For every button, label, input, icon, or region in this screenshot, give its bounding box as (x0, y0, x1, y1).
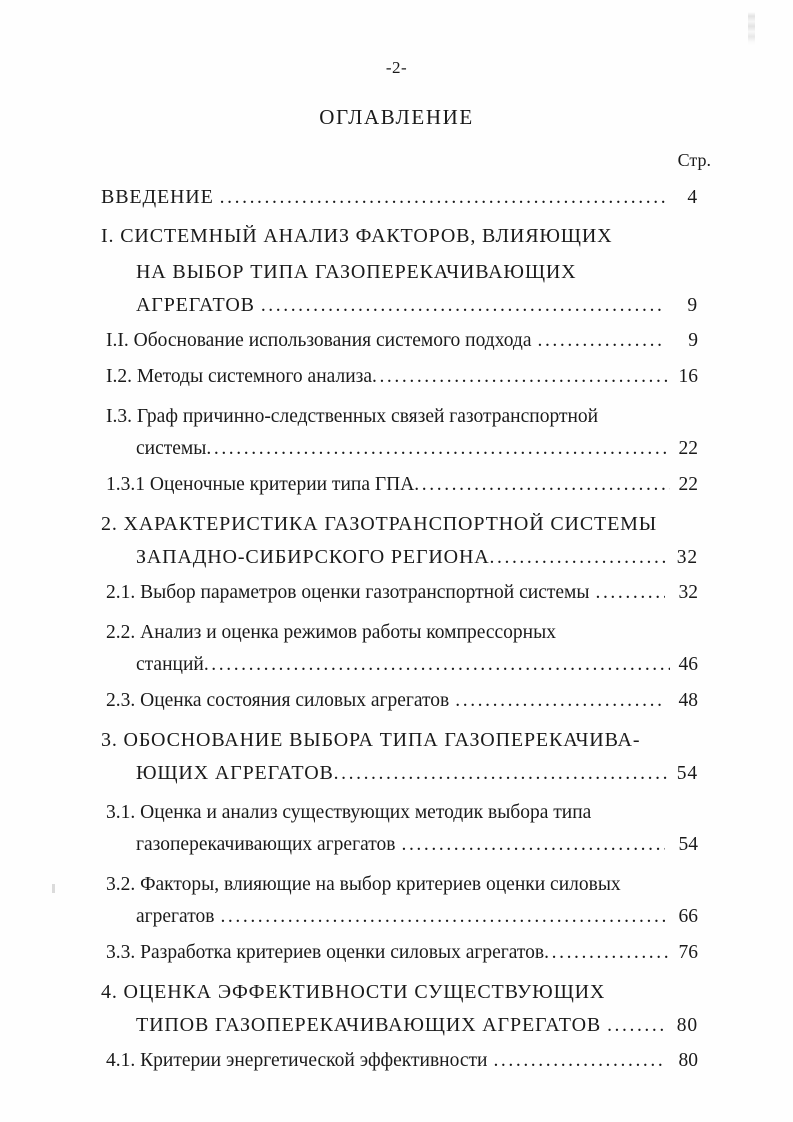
toc-entry[interactable] (98, 618, 698, 654)
toc-dot-leader (531, 331, 665, 351)
toc-entry-label: I.I. Обоснование использования системого подхода (106, 330, 532, 351)
toc-entry-page-number: 32 (676, 547, 698, 568)
toc-entry-label: 2. ХАРАКТЕРИСТИКА ГАЗОТРАНСПОРТНОЙ СИСТЕМЫ (101, 513, 658, 535)
toc-entry[interactable] (98, 258, 698, 294)
toc-entry-label: 3. ОБОСНОВАНИЕ ВЫБОРА ТИПА ГАЗОПЕРЕКАЧИВА- (101, 729, 641, 751)
column-header-pages: Стр. (677, 150, 711, 170)
toc-entry[interactable] (98, 582, 698, 618)
toc-entry[interactable] (98, 726, 698, 762)
toc-dot-leader (612, 222, 670, 242)
toc-entry-page-number: 66 (678, 906, 698, 927)
toc-entry[interactable] (98, 474, 698, 510)
toc-entry[interactable] (98, 546, 698, 582)
toc-entry-page-number: 9 (687, 295, 698, 316)
toc-entry-label: системы (136, 438, 207, 459)
toc-entry-label: 1.3.1 Оценочные критерии типа ГПА (106, 474, 415, 495)
toc-entry-page-number: 76 (678, 942, 698, 963)
toc-entry-label: ТИПОВ ГАЗОПЕРЕКАЧИВАЮЩИХ АГРЕГАТОВ (136, 1014, 602, 1036)
toc-dot-leader (487, 1051, 665, 1071)
toc-entry[interactable] (98, 510, 698, 546)
toc-dot-leader (490, 548, 670, 568)
toc-entry[interactable] (98, 330, 698, 366)
toc-entry[interactable] (98, 186, 698, 222)
toc-entry-label: агрегатов (136, 906, 215, 927)
toc-dot-leader (206, 439, 670, 459)
toc-entry-label: I.2. Методы системного анализа (106, 366, 372, 387)
toc-entry-label: I.3. Граф причинно-следственных связей газотранспортной (106, 405, 599, 427)
toc-entry[interactable] (98, 294, 698, 330)
scan-artifact-top-right (748, 12, 755, 46)
toc-entry-page-number: 22 (678, 474, 698, 495)
toc-entry[interactable] (98, 798, 698, 834)
toc-entry-page-number: 32 (678, 582, 698, 603)
toc-entry[interactable] (98, 942, 698, 978)
toc-dot-leader (214, 188, 665, 208)
toc-entry[interactable] (98, 654, 698, 690)
toc-entry-label: газоперекачивающих агрегатов (136, 834, 396, 855)
toc-entry-label: 4.1. Критерии энергетической эффективности (106, 1050, 488, 1071)
toc-dot-leader (449, 691, 665, 711)
toc-entry-label: 2.1. Выбор параметров оценки газотранспортной системы (106, 582, 590, 603)
page-folio-number: -2- (385, 58, 408, 77)
toc-entry-page-number: 80 (676, 1015, 698, 1036)
toc-entry-label: 3.1. Оценка и анализ существующих методик выбора типа (106, 801, 592, 823)
toc-entry[interactable] (98, 834, 698, 870)
toc-dot-leader (334, 764, 670, 784)
toc-entry-page-number: 9 (688, 330, 698, 351)
toc-dot-leader (414, 475, 670, 495)
toc-entry[interactable] (98, 366, 698, 402)
table-of-contents (98, 186, 698, 1086)
toc-entry-page-number: 80 (678, 1050, 698, 1071)
toc-entry-label: ЗАПАДНО-СИБИРСКОГО РЕГИОНА (136, 546, 490, 568)
toc-entry[interactable] (98, 906, 698, 942)
toc-entry[interactable] (98, 438, 698, 474)
toc-dot-leader (204, 655, 670, 675)
toc-dot-leader (395, 835, 665, 855)
toc-entry-page-number: 16 (678, 366, 698, 387)
toc-entry-page-number: 22 (678, 438, 698, 459)
toc-entry-page-number: 48 (678, 690, 698, 711)
scan-artifact-left-margin (52, 884, 55, 893)
toc-dot-leader (601, 1016, 665, 1036)
toc-entry[interactable] (98, 870, 698, 906)
toc-dot-leader (591, 798, 670, 818)
toc-entry-label: станций (136, 654, 204, 675)
toc-dot-leader (589, 583, 665, 603)
toc-dot-leader (255, 296, 665, 316)
toc-entry-label: I. СИСТЕМНЫЙ АНАЛИЗ ФАКТОРОВ, ВЛИЯЮЩИХ (101, 225, 613, 247)
toc-dot-leader (544, 943, 670, 963)
toc-entry[interactable] (98, 402, 698, 438)
toc-entry[interactable] (98, 762, 698, 798)
toc-entry-label: НА ВЫБОР ТИПА ГАЗОПЕРЕКАЧИВАЮЩИХ (136, 261, 577, 283)
toc-dot-leader (556, 618, 670, 638)
toc-entry-page-number: 54 (678, 834, 698, 855)
page-title: ОГЛАВЛЕНИЕ (319, 105, 474, 129)
toc-entry[interactable] (98, 690, 698, 726)
toc-dot-leader (640, 726, 670, 746)
toc-entry-label: 2.2. Анализ и оценка режимов работы компрессорных (106, 621, 556, 643)
toc-entry-label: 2.3. Оценка состояния силовых агрегатов (106, 690, 450, 711)
toc-entry-page-number: 54 (676, 763, 698, 784)
toc-entry-label: АГРЕГАТОВ (136, 294, 255, 316)
toc-dot-leader (621, 870, 670, 890)
toc-dot-leader (598, 402, 670, 422)
toc-dot-leader (372, 367, 670, 387)
toc-entry-label: 4. ОЦЕНКА ЭФФЕКТИВНОСТИ СУЩЕСТВУЮЩИХ (101, 981, 606, 1003)
toc-entry[interactable] (98, 1050, 698, 1086)
toc-entry[interactable] (98, 978, 698, 1014)
toc-dot-leader (576, 258, 670, 278)
toc-entry-page-number: 46 (678, 654, 698, 675)
toc-dot-leader (657, 510, 670, 530)
toc-entry-label: 3.3. Разработка критериев оценки силовых агрегатов (106, 942, 545, 963)
toc-entry[interactable] (98, 1014, 698, 1050)
toc-dot-leader (214, 907, 665, 927)
toc-entry-page-number: 4 (687, 187, 698, 208)
toc-entry-label: ВВЕДЕНИЕ (101, 186, 214, 208)
toc-dot-leader (605, 978, 670, 998)
toc-entry-label: 3.2. Факторы, влияющие на выбор критериев оценки силовых (106, 873, 621, 895)
toc-entry[interactable] (98, 222, 698, 258)
toc-entry-label: ЮЩИХ АГРЕГАТОВ (136, 762, 334, 784)
